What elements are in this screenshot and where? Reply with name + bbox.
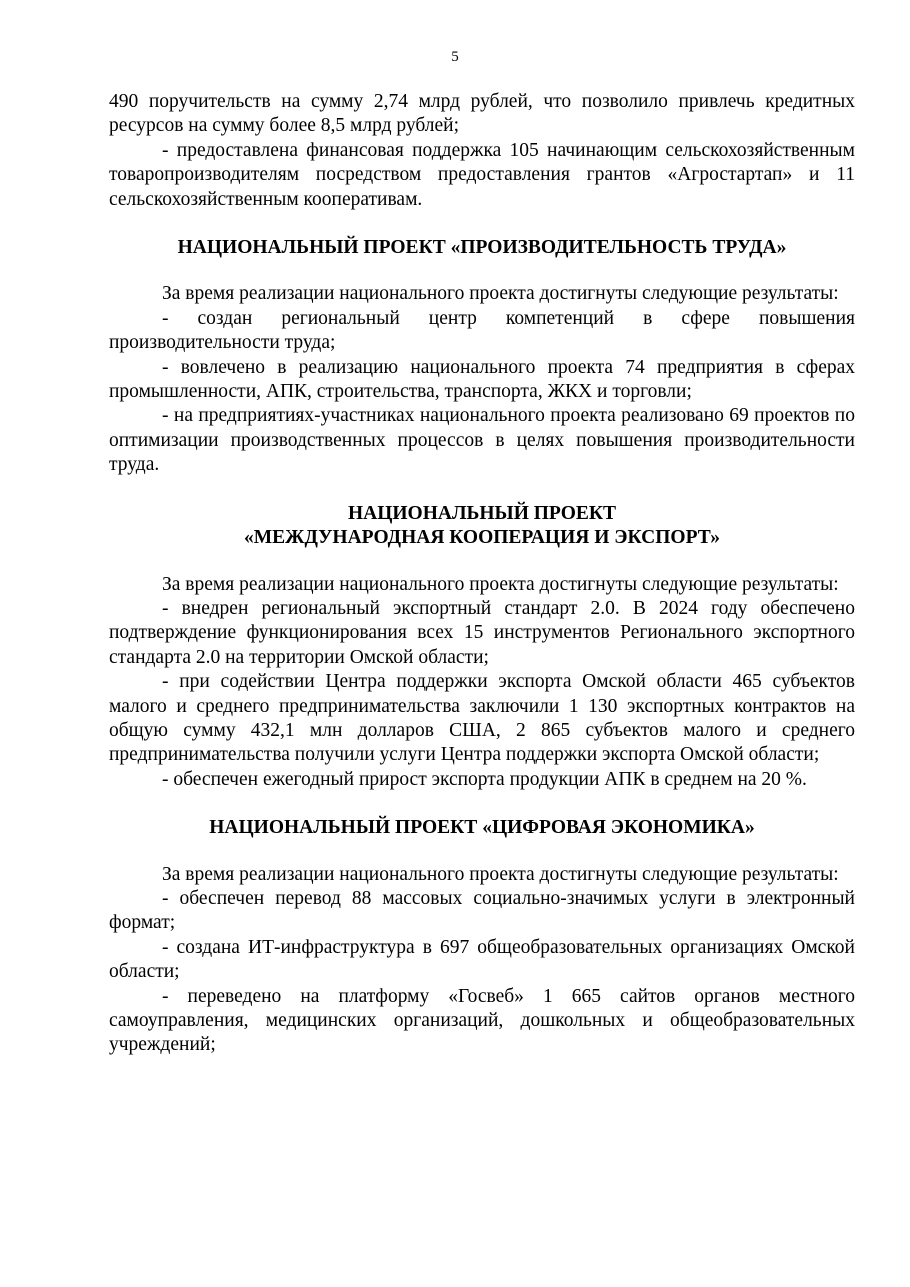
list-item: - при содействии Центра поддержки экспорта Омской области 465 субъектов малого и среднего предпринимательства заключили 1 130 экспортных контрактов на общую сумму 432,1 млн долларов США, 2 865 субъектов малого и среднего предпринимательства получили услуги Центра поддержки экспорта Омской области; (109, 671, 855, 766)
list-item: - создан региональный центр компетенций в сфере повышения производительности труда; (109, 307, 855, 354)
list-item: - создана ИТ-инфраструктура в 697 общеобразовательных организациях Омской области; (109, 936, 855, 983)
section-intro-export: За время реализации национального проекта достигнуты следующие результаты: (162, 573, 839, 595)
list-item: - на предприятиях-участниках национального проекта реализовано 69 проектов по оптимизации производственных процессов в целях повышения производительности труда. (109, 405, 855, 476)
section-heading-export-line1: НАЦИОНАЛЬНЫЙ ПРОЕКТ (347, 502, 617, 524)
section-heading-productivity: НАЦИОНАЛЬНЫЙ ПРОЕКТ «ПРОИЗВОДИТЕЛЬНОСТЬ ТРУДА» (177, 237, 787, 259)
section-heading-digital: НАЦИОНАЛЬНЫЙ ПРОЕКТ «ЦИФРОВАЯ ЭКОНОМИКА» (209, 817, 755, 839)
list-item: - вовлечено в реализацию национального проекта 74 предприятия в сферах промышленности, АПК, строительства, транспорта, ЖКХ и торговли; (109, 356, 855, 403)
section-intro-productivity: За время реализации национального проекта достигнуты следующие результаты: (162, 283, 839, 305)
list-item: - внедрен региональный экспортный стандарт 2.0. В 2024 году обеспечено подтверждение функционирования всех 15 инструментов Регионального экспортного стандарта 2.0 на территории Омской области; (109, 597, 855, 668)
list-item: - переведено на платформу «Госвеб» 1 665 сайтов органов местного самоуправления, медицинских организаций, дошкольных и общеобразовательных учреждений; (109, 985, 855, 1056)
page-number: 5 (451, 49, 459, 65)
section-heading-export-line2: «МЕЖДУНАРОДНАЯ КООПЕРАЦИЯ И ЭКСПОРТ» (244, 527, 720, 549)
page-content (109, 90, 855, 1058)
list-item: - обеспечен ежегодный прирост экспорта продукции АПК в среднем на 20 %. (162, 768, 807, 790)
list-item: - обеспечен перевод 88 массовых социально-значимых услуги в электронный формат; (109, 887, 855, 934)
intro-paragraph: 490 поручительств на сумму 2,74 млрд рублей, что позволило привлечь кредитных ресурсов на сумму более 8,5 млрд рублей; (109, 91, 855, 137)
section-intro-digital: За время реализации национального проекта достигнуты следующие результаты: (162, 863, 839, 885)
intro-list-item: - предоставлена финансовая поддержка 105 начинающим сельскохозяйственным товаропроизводителям посредством предоставления грантов «Агростартап» и 11 сельскохозяйственным кооперативам. (109, 139, 855, 210)
